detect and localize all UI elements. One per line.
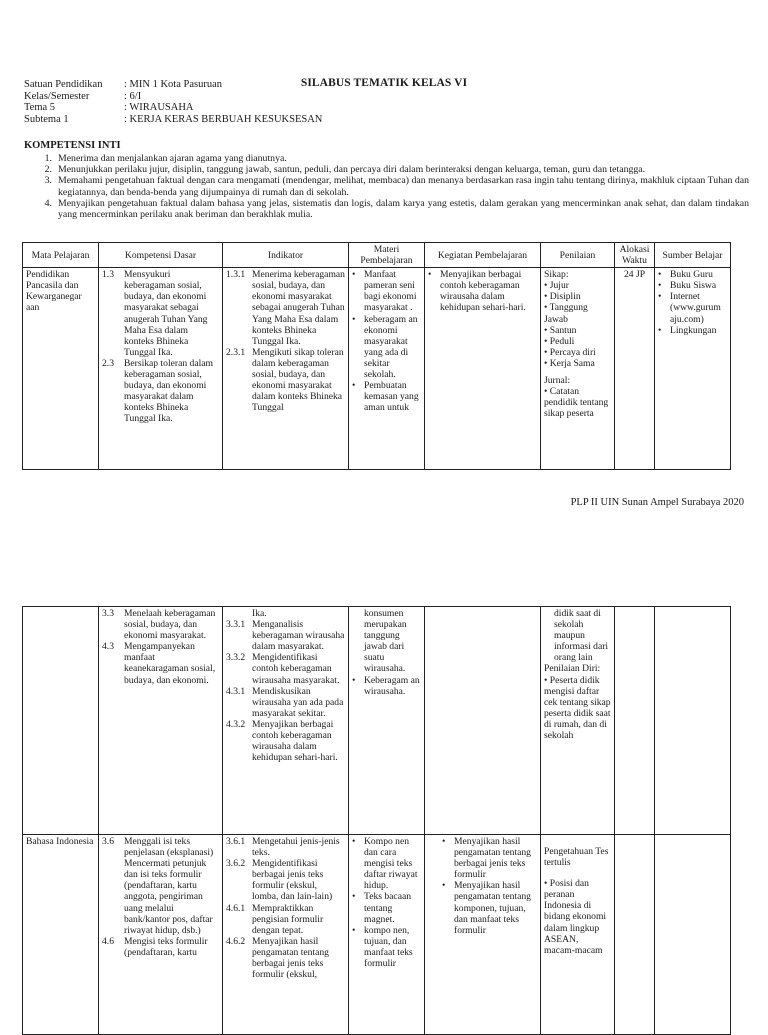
kegiatan-text: Menyajikan hasil pengamatan tentang berbagai jenis teks formulir bbox=[454, 836, 531, 881]
list-item bbox=[658, 325, 727, 336]
cell-penilaian bbox=[541, 835, 615, 1035]
indikator-num: 3.6.1 bbox=[226, 836, 246, 847]
table-row bbox=[23, 268, 731, 470]
cell-penilaian bbox=[541, 268, 615, 470]
kd-num: 3.6 bbox=[102, 836, 114, 847]
sumber-text: Buku Siswa bbox=[670, 280, 717, 292]
meta-info bbox=[24, 79, 322, 125]
list-item bbox=[352, 891, 421, 924]
cell-sumber bbox=[655, 835, 731, 1035]
ki-text: Menyajikan pengetahuan faktual dalam bahasa yang jelas, sistematis dan logis, dalam karya yang estetis, dalam gerakan yang mencerminkan anak sehat, dan dalam tindakan yang mencerminkan perilaku anak beriman dan berakhlak mulia. bbox=[58, 197, 749, 221]
indikator-num: 1.3.1 bbox=[226, 269, 246, 281]
page-footer: PLP II UIN Sunan Ampel Surabaya 2020 bbox=[570, 497, 744, 508]
cell-materi bbox=[349, 835, 425, 1035]
meta-label: Satuan Pendidikan bbox=[24, 79, 103, 90]
document-title: SILABUS TEMATIK KELAS VI bbox=[300, 77, 468, 89]
bullet-icon: • bbox=[352, 380, 356, 392]
table-header-row bbox=[23, 243, 731, 268]
materi-text: Manfaat pameran seni bagi ekonomi masyarakat . bbox=[364, 269, 417, 314]
indikator-num: 3.3.2 bbox=[226, 652, 246, 664]
meta-label: Kelas/Semester bbox=[24, 90, 90, 102]
header-penilaian: Penilaian bbox=[541, 243, 615, 268]
ki-num: 2. bbox=[44, 164, 52, 176]
ki-item bbox=[24, 164, 749, 175]
indikator-text: Mengetahui jenis-jenis teks. bbox=[252, 836, 340, 859]
cell-penilaian bbox=[541, 607, 615, 835]
indikator-lead: Ika. bbox=[252, 608, 267, 619]
header-mapel: Mata Pelajaran bbox=[23, 243, 99, 268]
indikator-text: Mendiskusikan wirausaha yan ada pada masyarakat sekitar. bbox=[252, 685, 344, 719]
kegiatan-list bbox=[428, 269, 537, 313]
meta-row bbox=[24, 114, 322, 126]
header-indikator: Indikator bbox=[223, 243, 349, 268]
sumber-text: Buku Guru bbox=[670, 269, 713, 281]
kd-item bbox=[102, 358, 219, 425]
bullet-icon: • bbox=[352, 924, 356, 936]
indikator-item bbox=[226, 347, 345, 414]
indikator-text: Mengikuti sikap toleran dalam keberagaman sosial, budaya, dan ekonomi masyarakat dalam konteks Bhineka Tunggal bbox=[252, 346, 344, 414]
bullet-icon: • bbox=[442, 836, 446, 847]
cell-sumber bbox=[655, 607, 731, 835]
materi-list bbox=[352, 675, 421, 697]
indikator-text: Menerima keberagaman sosial, budaya, dan ekonomi masyarakat sebagai anugerah Tuhan Yang Maha Esa dalam konteks Bhineka Tunggal Ika. bbox=[252, 269, 345, 347]
kd-text: Mengampanyekan manfaat keanekaragaman sosial, budaya, dan ekonomi. bbox=[124, 641, 216, 686]
meta-value: : 6/I bbox=[124, 90, 142, 102]
list-item bbox=[442, 880, 537, 935]
kegiatan-text: Menyajikan hasil pengamatan tentang komponen, tujuan, dan manfaat teks formulir bbox=[454, 880, 531, 936]
materi-text: kompo nen, tujuan, dan manfaat teks formulir bbox=[364, 924, 413, 970]
jurnal-head: Jurnal: bbox=[544, 375, 571, 387]
sumber-text: Internet (www.gurum aju.com) bbox=[670, 291, 721, 325]
kd-num: 4.6 bbox=[102, 935, 114, 947]
meta-value: : MIN 1 Kota Pasuruan bbox=[124, 79, 222, 90]
materi-text: Keberagam an wirausaha. bbox=[364, 674, 420, 697]
penilaian-item: • Kerja Sama bbox=[544, 357, 595, 369]
bullet-icon: • bbox=[352, 891, 356, 903]
kd-item bbox=[102, 836, 219, 936]
meta-label: Tema 5 bbox=[24, 102, 56, 113]
ki-title: KOMPETENSI INTI bbox=[24, 140, 121, 151]
indikator-num: 4.3.1 bbox=[226, 685, 246, 697]
penilaian-item: • Jujur bbox=[544, 280, 569, 292]
indikator-item bbox=[226, 269, 345, 347]
indikator-num: 2.3.1 bbox=[226, 346, 246, 358]
header-sumber: Sumber Belajar bbox=[655, 243, 731, 268]
materi-list bbox=[352, 836, 421, 969]
kd-num: 2.3 bbox=[102, 357, 114, 369]
materi-text: Pembuatan kemasan yang aman untuk bbox=[364, 380, 419, 414]
cell-alokasi: 24 JP bbox=[615, 268, 655, 470]
ki-item bbox=[24, 153, 749, 164]
indikator-item bbox=[226, 619, 345, 652]
meta-label: Subtema 1 bbox=[24, 113, 69, 125]
ki-num: 3. bbox=[44, 175, 52, 187]
bullet-icon: • bbox=[658, 280, 662, 292]
meta-row bbox=[24, 102, 322, 114]
kegiatan-text: Menyajikan berbagai contoh keberagaman wirausaha dalam kehidupan sehari-hari. bbox=[440, 269, 526, 314]
list-item bbox=[442, 836, 537, 880]
jurnal-item: • Catatan pendidik tentang sikap peserta bbox=[544, 386, 609, 420]
indikator-text: Mempraktikkan pengisian formulir dengan tepat. bbox=[252, 902, 324, 936]
syllabus-table-continued bbox=[22, 606, 731, 1035]
cell-kegiatan bbox=[425, 268, 541, 470]
materi-text: Teks bacaan tentang magnet. bbox=[364, 891, 412, 925]
cell-indikator bbox=[223, 268, 349, 470]
list-item bbox=[658, 291, 727, 324]
sumber-list bbox=[658, 269, 727, 336]
cell-kegiatan bbox=[425, 607, 541, 835]
list-item bbox=[352, 380, 421, 413]
cell-alokasi bbox=[615, 607, 655, 835]
indikator-item bbox=[226, 936, 345, 980]
list-item bbox=[352, 836, 421, 891]
cell-indikator bbox=[223, 835, 349, 1035]
materi-lead: konsumen merupakan tanggung jawab dari suatu wirausaha. bbox=[364, 608, 407, 675]
penilaian-head: Pengetahuan Tes tertulis bbox=[544, 846, 609, 869]
ki-text: Memahami pengetahuan faktual dengan cara mengamati (mendengar, melihat, membaca) dan menanya berdasarkan rasa ingin tahu tentang dirinya, makhluk ciptaan Tuhan dan kegiatannya, dan benda-benda yang dijumpainya di rumah dan di sekolah. bbox=[58, 175, 749, 198]
cell-indikator bbox=[223, 607, 349, 835]
list-item bbox=[352, 925, 421, 969]
bullet-icon: • bbox=[658, 291, 662, 303]
kd-item bbox=[102, 936, 219, 958]
syllabus-table bbox=[22, 242, 731, 470]
list-item bbox=[658, 269, 727, 280]
kd-text: Menelaah keberagaman sosial, budaya, dan ekonomi masyarakat. bbox=[124, 608, 216, 642]
ki-item bbox=[24, 175, 749, 197]
ki-num: 4. bbox=[44, 197, 52, 209]
kd-item bbox=[102, 608, 219, 641]
meta-value: : KERJA KERAS BERBUAH KESUKSESAN bbox=[124, 113, 323, 125]
ki-num: 1. bbox=[44, 153, 52, 164]
kd-text: Menggali isi teks penjelasan (eksplanasi) Mencermati petunjuk dan isi teks formulir (pendaftaran, kartu anggota, pengiriman uang melalui bank/kantor pos, daftar riwayat hidup, dsb.) bbox=[124, 836, 214, 936]
materi-text: keberagam an ekonomi masyarakat yang ada di sekitar sekolah. bbox=[364, 313, 418, 381]
ki-text: Menerima dan menjalankan ajaran agama yang dianutnya. bbox=[58, 153, 287, 164]
bullet-icon: • bbox=[442, 880, 446, 892]
meta-row bbox=[24, 79, 322, 91]
kd-item bbox=[102, 641, 219, 685]
cell-materi bbox=[349, 607, 425, 835]
bullet-icon: • bbox=[658, 269, 662, 281]
indikator-num: 4.6.2 bbox=[226, 935, 246, 947]
indikator-text: Menyajikan berbagai contoh keberagaman wirausaha dalam kehidupan sehari-hari. bbox=[252, 718, 338, 764]
cell-mapel: Bahasa Indonesia bbox=[23, 835, 99, 1035]
ki-list bbox=[24, 153, 749, 220]
penilaian-item: • Disiplin bbox=[544, 291, 581, 303]
cell-kd bbox=[99, 268, 223, 470]
bullet-icon: • bbox=[352, 836, 356, 847]
materi-list bbox=[352, 269, 421, 413]
ki-item bbox=[24, 198, 749, 220]
indikator-num: 4.6.1 bbox=[226, 902, 246, 914]
indikator-text: Menganalisis keberagaman wirausaha dalam masyarakat. bbox=[252, 619, 345, 653]
penilaian-item: • Percaya diri bbox=[544, 346, 596, 358]
bullet-icon: • bbox=[352, 269, 356, 281]
materi-text: Kompo nen dan cara mengisi teks daftar riwayat hidup. bbox=[364, 836, 418, 892]
penilaian-item: • Tanggung Jawab bbox=[544, 302, 588, 325]
indikator-item bbox=[226, 652, 345, 685]
cell-kd bbox=[99, 607, 223, 835]
indikator-text: Mengidentifikasi contoh keberagaman wirausaha masyarakat. bbox=[252, 652, 340, 686]
penilaian-item: • Posisi dan peranan Indonesia di bidang ekonomi dalam lingkup ASEAN, macam-macam bbox=[544, 878, 607, 956]
header-kegiatan: Kegiatan Pembelajaran bbox=[425, 243, 541, 268]
penilaian-head: Penilaian Diri: bbox=[544, 663, 601, 675]
list-item bbox=[352, 314, 421, 381]
list-item bbox=[658, 280, 727, 291]
penilaian-lead: didik saat di sekolah maupun informasi dari orang lain bbox=[554, 608, 609, 664]
indikator-item bbox=[226, 858, 345, 902]
cell-alokasi bbox=[615, 835, 655, 1035]
ki-text: Menunjukkan perilaku jujur, disiplin, tanggung jawab, santun, peduli, dan percaya diri dalam berinteraksi dengan keluarga, teman, guru dan tetangga. bbox=[58, 164, 646, 176]
header-materi: Materi Pembelajaran bbox=[349, 243, 425, 268]
cell-sumber bbox=[655, 268, 731, 470]
kd-text: Mengisi teks formulir (pendaftaran, kartu bbox=[124, 935, 208, 958]
table-row bbox=[23, 607, 731, 835]
kd-text: Mensyukuri keberagaman sosial, budaya, dan ekonomi masyarakat sebagai anugerah Tuhan Yang Maha Esa dalam konteks Bhineka Tunggal Ika. bbox=[124, 269, 208, 358]
indikator-item bbox=[226, 719, 345, 763]
list-item bbox=[352, 675, 421, 697]
kegiatan-list bbox=[428, 836, 537, 936]
penilaian-item: • Peduli bbox=[544, 335, 575, 347]
list-item bbox=[428, 269, 537, 313]
indikator-num: 4.3.2 bbox=[226, 718, 246, 730]
cell-kegiatan bbox=[425, 835, 541, 1035]
cell-kd bbox=[99, 835, 223, 1035]
penilaian-item: • Santun bbox=[544, 324, 577, 336]
indikator-item bbox=[226, 686, 345, 719]
cell-mapel: Pendidikan Pancasila dan Kewarganegar aan bbox=[23, 268, 99, 470]
indikator-num: 3.3.1 bbox=[226, 619, 246, 631]
indikator-text: Mengidentifikasi berbagai jenis teks formulir (ekskul, lomba, dan lain-lain) bbox=[252, 858, 333, 903]
meta-value: : WIRAUSAHA bbox=[124, 102, 194, 113]
indikator-num: 3.6.2 bbox=[226, 858, 246, 870]
header-kd: Kompetensi Dasar bbox=[99, 243, 223, 268]
kd-text: Bersikap toleran dalam keberagaman sosial, budaya, dan ekonomi masyarakat dalam konteks Bhineka Tunggal Ika. bbox=[124, 357, 213, 425]
cell-materi bbox=[349, 268, 425, 470]
bullet-icon: • bbox=[658, 324, 662, 336]
kd-num: 1.3 bbox=[102, 269, 114, 281]
indikator-item bbox=[226, 836, 345, 858]
indikator-item bbox=[226, 903, 345, 936]
penilaian-item: • Peserta didik mengisi daftar cek tentang sikap peserta didik saat di rumah, dan di sekolah bbox=[544, 674, 611, 742]
sumber-text: Lingkungan bbox=[670, 324, 717, 336]
cell-mapel bbox=[23, 607, 99, 835]
penilaian-head: Sikap: bbox=[544, 269, 569, 281]
header-alokasi: Alokasi Waktu bbox=[615, 243, 655, 268]
indikator-text: Menyajikan hasil pengamatan tentang berbagai jenis teks formulir (ekskul, bbox=[252, 935, 329, 981]
meta-row bbox=[24, 91, 322, 103]
kd-num: 4.3 bbox=[102, 641, 114, 653]
kd-num: 3.3 bbox=[102, 608, 114, 619]
bullet-icon: • bbox=[428, 269, 432, 281]
kd-item bbox=[102, 269, 219, 358]
list-item bbox=[352, 269, 421, 313]
bullet-icon: • bbox=[352, 313, 356, 325]
table-row bbox=[23, 835, 731, 1035]
bullet-icon: • bbox=[352, 674, 356, 686]
